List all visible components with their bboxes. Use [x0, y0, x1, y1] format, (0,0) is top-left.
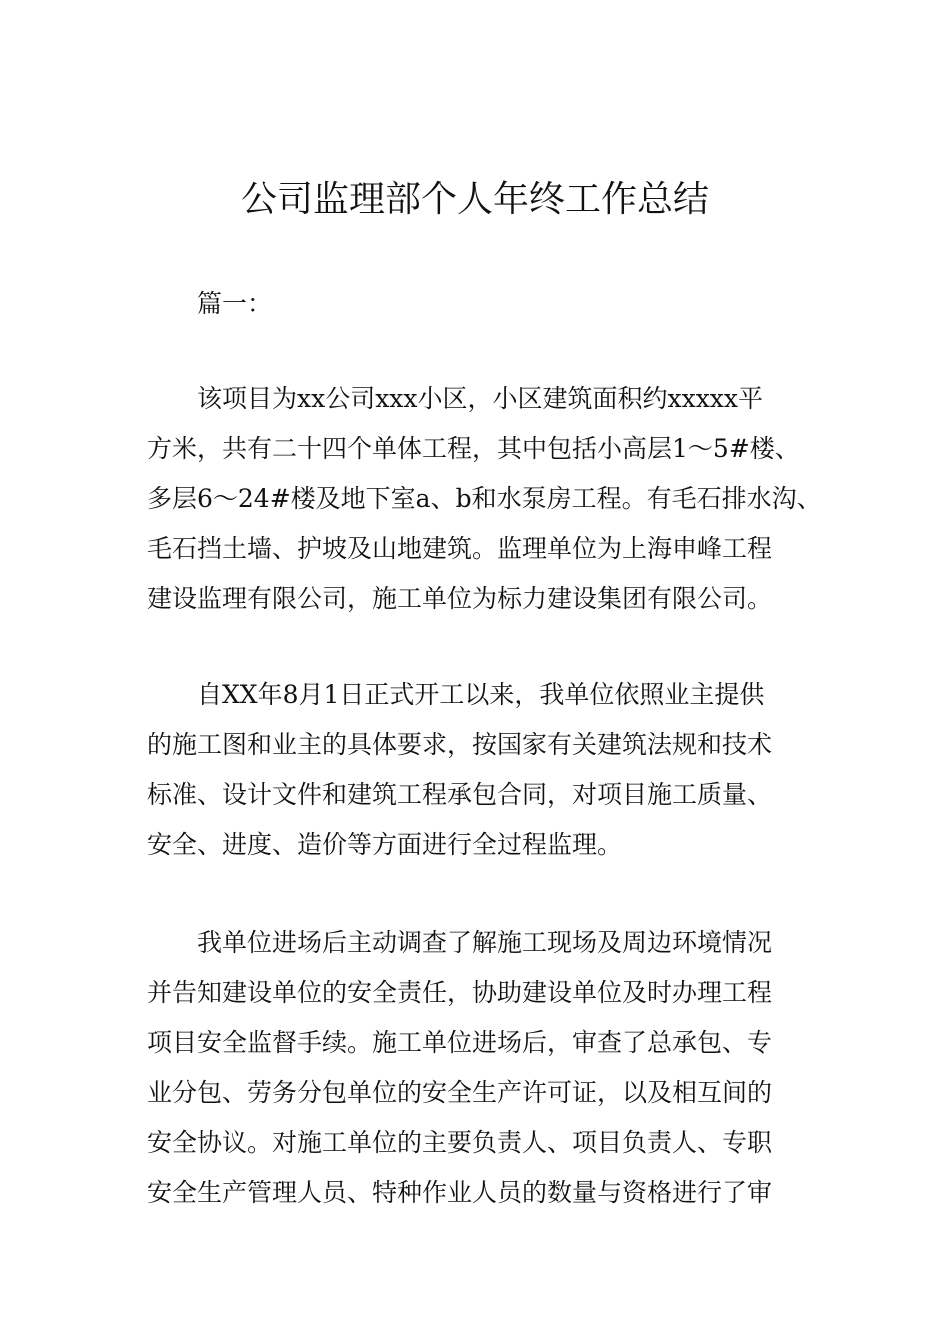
- paragraph-line: 自XX年8月1日正式开工以来，我单位依照业主提供: [197, 680, 765, 709]
- paragraph-line: 项目安全监督手续。施工单位进场后，审查了总承包、专: [147, 1028, 773, 1057]
- paragraph-line: 业分包、劳务分包单位的安全生产许可证，以及相互间的: [147, 1078, 773, 1107]
- document-title: 公司监理部个人年终工作总结: [240, 179, 709, 220]
- paragraph-line: 的施工图和业主的具体要求，按国家有关建筑法规和技术: [147, 730, 773, 759]
- section-label: 篇一：: [197, 289, 273, 318]
- paragraph-line: 并告知建设单位的安全责任，协助建设单位及时办理工程: [147, 978, 773, 1007]
- paragraph-line: 毛石挡土墙、护坡及山地建筑。监理单位为上海申峰工程: [147, 534, 773, 563]
- paragraph-line: 标准、设计文件和建筑工程承包合同，对项目施工质量、: [147, 780, 773, 809]
- paragraph-line: 安全协议。对施工单位的主要负责人、项目负责人、专职: [147, 1128, 773, 1157]
- paragraph-line: 安全生产管理人员、特种作业人员的数量与资格进行了审: [147, 1178, 773, 1207]
- paragraph-line: 建设监理有限公司，施工单位为标力建设集团有限公司。: [147, 584, 773, 613]
- paragraph-line: 该项目为xx公司xxx小区，小区建筑面积约xxxxx平: [197, 384, 763, 413]
- paragraph-line: 方米，共有二十四个单体工程，其中包括小高层1～5#楼、: [147, 434, 800, 463]
- paragraph-line: 多层6～24#楼及地下室a、b和水泵房工程。有毛石排水沟、: [147, 484, 822, 513]
- paragraph-line: 我单位进场后主动调查了解施工现场及周边环境情况: [197, 928, 773, 957]
- paragraph-line: 安全、进度、造价等方面进行全过程监理。: [147, 830, 623, 859]
